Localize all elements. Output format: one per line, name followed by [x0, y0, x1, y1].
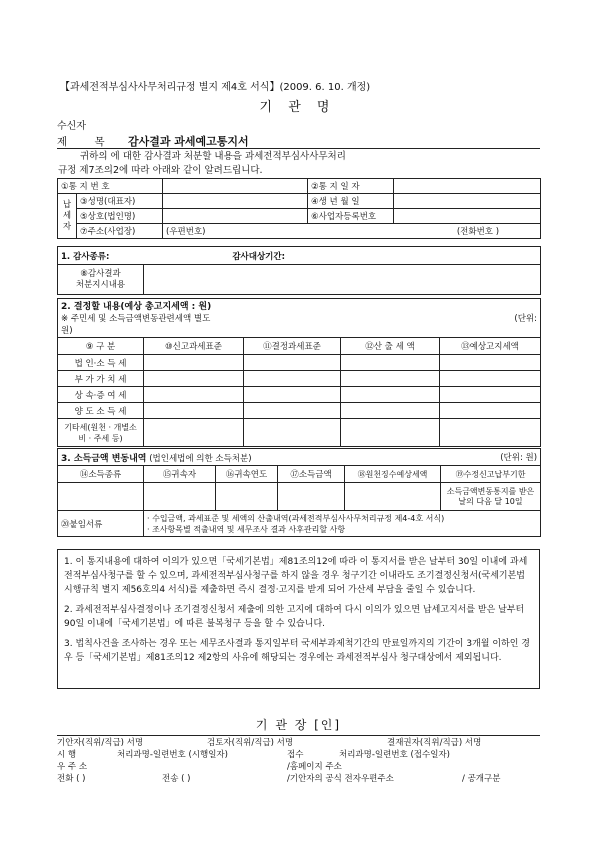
homepage-label: /홈페이지 주소 — [287, 762, 342, 772]
cell[interactable] — [244, 371, 341, 387]
cell[interactable] — [440, 387, 541, 403]
cell[interactable] — [144, 419, 244, 447]
agency-name: 기 관 명 — [259, 100, 336, 115]
receipt-number: 처리과명-일련번호 (접수일자) — [339, 750, 450, 760]
attachments-list — [144, 511, 541, 537]
note-2: 2. 과세전적부심사결정이나 조기결정신청서 제출에 의한 고지에 대하여 다시 이의가 있으면 납세고지서를 받은 날부터 90일 이내에「국세기본법」에 따른 불복청구 등을 할 수 있습니다. — [64, 605, 525, 629]
cell[interactable] — [144, 483, 216, 511]
address-footer-label: 우 주 소 — [57, 762, 88, 772]
row-other-tax: 기타세(원천 · 개별소비 · 주세 등) — [58, 419, 144, 447]
income-change-unit: (단위: 원) — [500, 452, 538, 463]
row-vat: 부 가 가 치 세 — [58, 371, 144, 387]
enforcement-number: 처리과명-일련번호 (시행일자) — [117, 750, 228, 760]
decision-unit-tail: 원) — [61, 326, 73, 336]
audit-type-label: 1. 감사종류: — [61, 251, 110, 262]
form-title: 【과세전적부심사사무처리규정 별지 제4호 서식】(2009. 6. 10. 개정) — [60, 82, 371, 93]
cell[interactable] — [58, 483, 144, 511]
audit-section — [57, 246, 541, 295]
cell[interactable] — [440, 371, 541, 387]
cell[interactable] — [440, 355, 541, 371]
fax-label: 전송 ( ) — [162, 774, 191, 784]
notice-notes — [57, 549, 540, 689]
cell[interactable] — [244, 403, 341, 419]
cell[interactable] — [341, 419, 440, 447]
cell[interactable] — [244, 419, 341, 447]
phone-footer-label: 전화 ( ) — [57, 774, 86, 784]
cell[interactable] — [341, 387, 440, 403]
col-recipient: ⑮귀속자 — [144, 466, 216, 483]
col-expected-tax: ⑬예상고지세액 — [440, 338, 541, 355]
disclosure-label: / 공개구분 — [462, 774, 501, 784]
row-corp-income-tax: 법 인·소 득 세 — [58, 355, 144, 371]
audit-type-row — [58, 247, 541, 265]
footer-row-3 — [57, 761, 547, 773]
audit-result-value[interactable] — [144, 265, 541, 295]
subject-text: 감사결과 과세예고통지서 — [127, 135, 249, 148]
note-1: 1. 이 통지내용에 대하여 이의가 있으면「국세기본법」제81조의12에 따라 이 통지서를 받은 날부터 30일 이내에 과세전적부심사청구를 할 수 있으며, 과세전적부심사청구를 하지 않을 경우 청구기간 이내라도 조기결정신청서(국세기본법시행규칙 별지 제56호의4 서식)를 제출하면 즉시 결정·고지를 받게 되어 가산세 부담을 줄일 수 있습니다. — [64, 557, 528, 595]
recipient-label: 수신자 — [57, 121, 86, 132]
name-label: ③성명(대표자) — [77, 194, 163, 209]
note-3: 3. 법칙사건을 조사하는 경우 또는 세무조사결과 통지일부터 국세부과제척기간의 만료일까지의 기간이 3개월 이하인 경우 등「국세기본법」제81조의12 제2항의 사유에 해당되는 경우에는 과세전적부심사 청구대상에서 제외됩니다. — [64, 639, 530, 663]
audit-period-label: 감사대상기간: — [232, 251, 285, 262]
notice-no-label: ①통 지 번 호 — [58, 179, 163, 194]
audit-result-label-1: ⑧감사결과 — [80, 268, 121, 279]
notice-date-value[interactable] — [394, 179, 541, 194]
intro-line-2: 규정 제7조의2에 따라 아래와 같이 알려드립니다. — [58, 165, 263, 176]
decision-section — [57, 298, 541, 447]
income-change-section — [57, 448, 541, 537]
col-withholding-tax: ⑱원천징수예상세액 — [345, 466, 441, 483]
reviewer-label: 검토자(직위/직급) 서명 — [207, 738, 294, 748]
footer-row-2 — [57, 749, 547, 761]
address-label: ⑦주소(사업장) — [77, 224, 163, 239]
cell[interactable] — [244, 355, 341, 371]
col-amend-deadline: ⑲수정신고납부기한 — [441, 466, 541, 483]
subject-label: 제 목 — [57, 136, 117, 148]
col-reported-base: ⑩신고과세표준 — [144, 338, 244, 355]
cell[interactable] — [341, 371, 440, 387]
birth-label: ④생 년 월 일 — [308, 194, 394, 209]
intro-line-1: 귀하의 에 대한 감사결과 처분할 내용을 과세전적부심사사무처리 — [80, 151, 346, 162]
cell[interactable] — [341, 403, 440, 419]
cell[interactable] — [341, 355, 440, 371]
decision-note-row — [61, 313, 537, 325]
col-income-amount: ⑰소득금액 — [278, 466, 345, 483]
row-inheritance-gift-tax: 상 속·증 여 세 — [58, 387, 144, 403]
phone-label: (전화번호 ) — [456, 227, 500, 237]
cell[interactable] — [244, 387, 341, 403]
footer-row-1 — [57, 737, 547, 749]
decision-title: 2. 결정할 내용(예상 총고지세액 : 원) — [61, 302, 212, 312]
attachments-label: ⑳붙임서류 — [58, 511, 144, 537]
cell[interactable] — [144, 355, 244, 371]
agency-head-seal: 기 관 장 [인] — [255, 718, 342, 732]
decision-note: ※ 주민세 및 소득금액변동관련세액 별도 — [61, 314, 211, 324]
taxpayer-info-table — [57, 178, 541, 239]
col-income-type: ⑭소득종류 — [58, 466, 144, 483]
row-transfer-income-tax: 양 도 소 득 세 — [58, 403, 144, 419]
col-decided-base: ⑪결정과세표준 — [244, 338, 341, 355]
cell[interactable] — [440, 419, 541, 447]
footer-block — [57, 737, 547, 785]
email-label: /기안자의 공식 전자우편주소 — [287, 774, 394, 784]
company-label: ⑤상호(법인명) — [77, 209, 163, 224]
col-computed-tax: ⑫산 출 세 액 — [341, 338, 440, 355]
cell[interactable] — [345, 483, 441, 511]
cell[interactable] — [144, 371, 244, 387]
audit-result-label-2: 처분지시내용 — [75, 279, 126, 290]
cell[interactable] — [144, 387, 244, 403]
income-change-title: 3. 소득금액 변동내역 — [61, 453, 147, 464]
col-year: ⑯귀속연도 — [216, 466, 278, 483]
attachment-1: · 수입금액, 과세표준 및 세액의 산출내역(과세전적부심사사무처리규정 제4-4호 서식) — [147, 513, 445, 523]
subject-line — [57, 133, 249, 149]
notice-no-value[interactable] — [163, 179, 308, 194]
income-change-title-note: (법인세법에 의한 소득처분) — [149, 453, 252, 464]
attachment-2: · 조사항목별 적출내역 및 세무조사 결과 사후관리할 사항 — [147, 524, 346, 534]
biz-no-value[interactable] — [394, 209, 541, 224]
income-change-head — [58, 449, 541, 466]
address-value[interactable] — [163, 224, 541, 239]
decision-head — [58, 299, 541, 338]
intro-text — [58, 150, 538, 178]
cell[interactable] — [144, 403, 244, 419]
notice-date-label: ②통 지 일 자 — [308, 179, 394, 194]
footer-row-4 — [57, 773, 547, 785]
cell[interactable] — [278, 483, 345, 511]
biz-no-label: ⑥사업자등록번호 — [308, 209, 394, 224]
subject-divider — [57, 148, 540, 149]
receipt-label: 접수 — [287, 750, 304, 760]
cell[interactable] — [440, 403, 541, 419]
approver-label: 결재권자(직위/직급) 서명 — [387, 738, 482, 748]
company-value[interactable] — [163, 209, 308, 224]
enforcement-label: 시 행 — [57, 750, 77, 760]
drafter-label: 기안자(직위/직급) 서명 — [57, 738, 144, 748]
decision-unit: (단위: — [514, 314, 538, 324]
taxpayer-label: 납세자 — [58, 194, 77, 239]
deadline-note: 소득금액변동통지를 받은 날의 다음 달 10일 — [441, 483, 541, 511]
cell[interactable] — [216, 483, 278, 511]
col-category: ⑨ 구 분 — [58, 338, 144, 355]
birth-value[interactable] — [394, 194, 541, 209]
audit-result-label — [58, 265, 144, 295]
postal-code-label: (우편번호) — [166, 227, 206, 237]
footer-divider — [57, 735, 540, 736]
name-value[interactable] — [163, 194, 308, 209]
